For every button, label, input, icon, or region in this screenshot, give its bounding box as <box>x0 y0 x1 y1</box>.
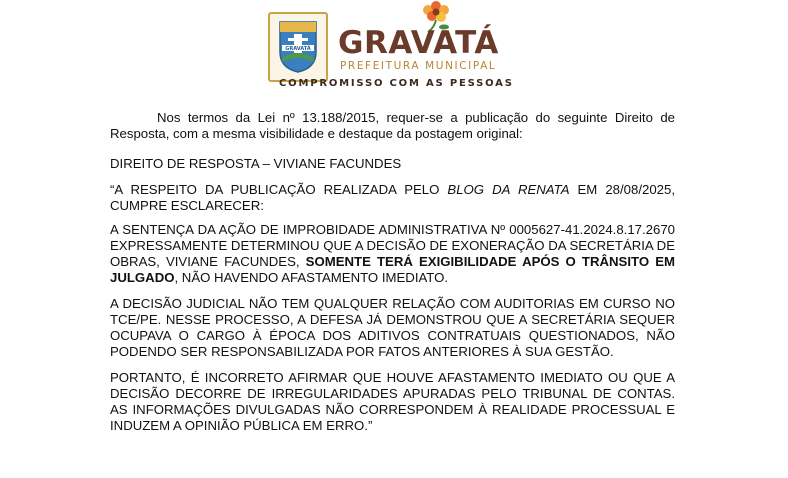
blog-name: BLOG DA RENATA <box>447 182 570 197</box>
document-body <box>110 110 675 444</box>
paragraph-2 <box>110 222 675 286</box>
p1-text-start: “A RESPEITO DA PUBLICAÇÃO REALIZADA PELO <box>110 182 448 197</box>
paragraph-1 <box>110 182 675 214</box>
p1-text-end: EM 28/08/2025, CUMPRE ESCLARECER: <box>110 182 675 213</box>
p2-text-end: , NÃO HAVENDO AFASTAMENTO IMEDIATO. <box>174 270 449 285</box>
crest-label: GRAVATÁ <box>285 46 311 52</box>
municipal-crest-logo <box>268 12 328 82</box>
response-heading: DIREITO DE RESPOSTA – VIVIANE FACUNDES <box>110 156 402 171</box>
brand-name: GRAVATÁ <box>338 25 499 61</box>
p2-emphasis: SOMENTE TERÁ EXIGIBILIDADE APÓS O TRÂNSITO EM JULGADO <box>110 254 675 285</box>
p2-text-start: A SENTENÇA DA AÇÃO DE IMPROBIDADE ADMINISTRATIVA Nº 0005627-41.2024.8.17.2670 EXPRESSAMENTE DETERMINOU QUE A DECISÃO DE EXONERAÇÃO DA SECRETÁRIA DE OBRAS, VIVIANE FACUNDES, <box>110 222 675 269</box>
paragraph-4: PORTANTO, É INCORRETO AFIRMAR QUE HOUVE AFASTAMENTO IMEDIATO OU QUE A DECISÃO DECORRE DE IRREGULARIDADES APURADAS PELO TRIBUNAL DE CONTAS. AS INFORMAÇÕES DIVULGADAS NÃO CORRESPONDEM À REALIDADE PROCESSUAL E INDUZEM A OPINIÃO PÚBLICA EM ERRO.” <box>110 370 675 433</box>
slogan: COMPROMISSO COM AS PESSOAS <box>279 78 514 89</box>
intro-paragraph: Nos termos da Lei nº 13.188/2015, requer-se a publicação do seguinte Direito de Resposta, com a mesma visibilidade e destaque da postagem original: <box>110 110 675 141</box>
paragraph-3: A DECISÃO JUDICIAL NÃO TEM QUALQUER RELAÇÃO COM AUDITORIAS EM CURSO NO TCE/PE. NESSE PROCESSO, A DEFESA JÁ DEMONSTROU QUE A SECRETÁRIA SEQUER OCUPAVA O CARGO À ÉPOCA DOS ADITIVOS CONTRATUAIS QUESTIONADOS, NÃO PODENDO SER RESPONSABILIZADA POR FATOS ANTERIORES À SUA GESTÃO. <box>110 296 675 359</box>
brand-subtitle: PREFEITURA MUNICIPAL <box>340 60 497 72</box>
letterhead <box>268 2 530 78</box>
